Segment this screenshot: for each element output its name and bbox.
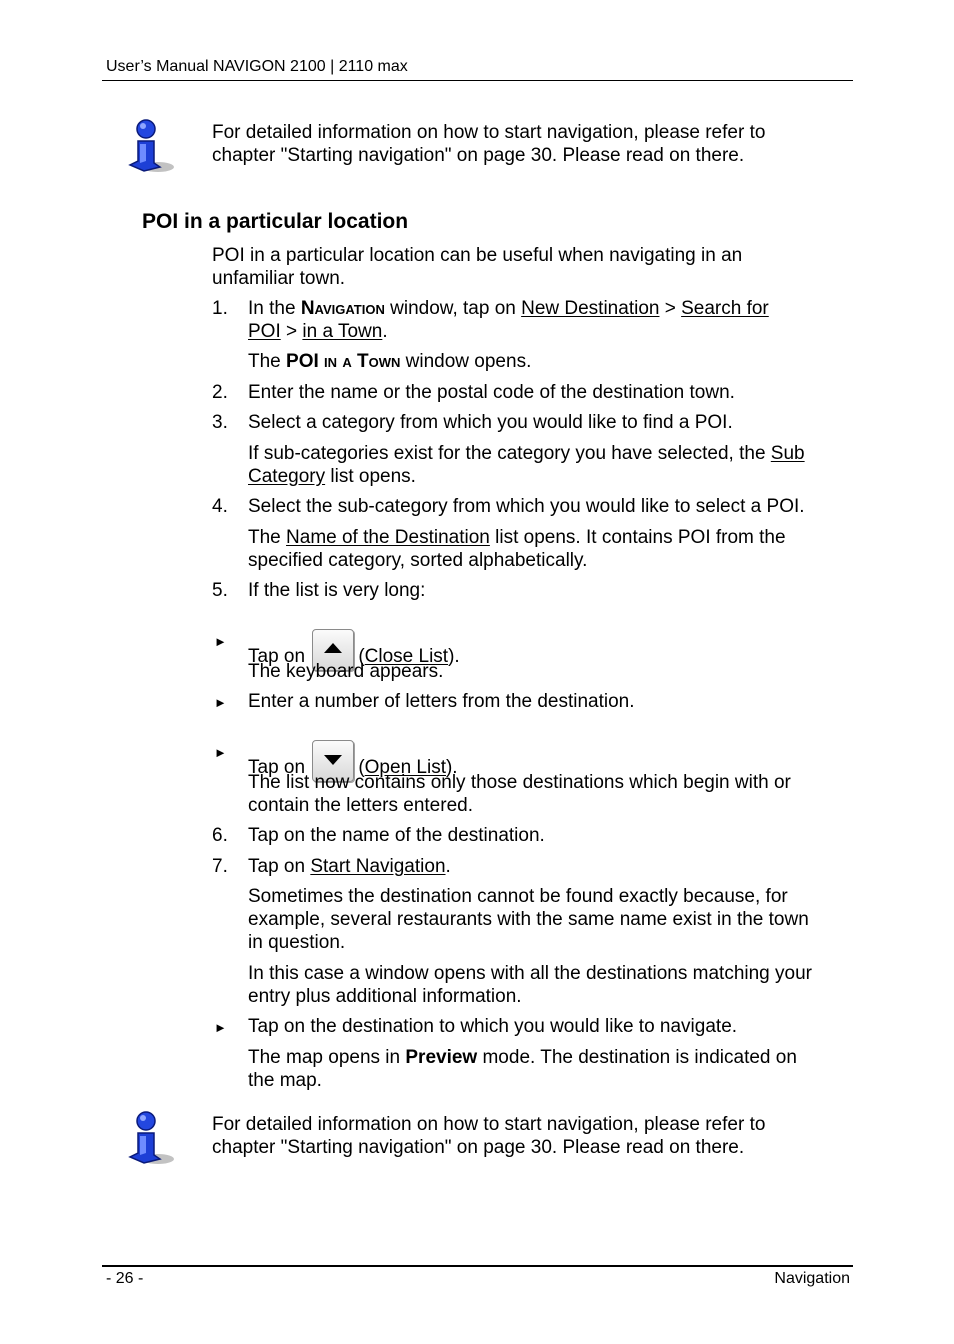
substep-close-list-result: The keyboard appears. [248,661,444,682]
note-text: in question. [248,932,346,953]
step-7 [248,855,848,878]
step-text: > [280,321,303,342]
window-name: in a Town [318,351,401,372]
note-text: entry plus additional information. [248,986,522,1007]
step-number: 7. [212,856,228,877]
step-4: Select the sub-category from which you would like to select a POI. [248,496,805,517]
step-text: Tap on [248,646,306,667]
info-note-bottom [212,1113,842,1159]
step-number: 5. [212,580,228,601]
page-number: - 26 - [106,1270,144,1287]
footer-rule [102,1265,853,1267]
link-in-a-town[interactable]: in a Town [302,321,383,342]
note-text: example, several restaurants with the same name exist in the town [248,909,809,930]
note-text: list opens. [325,466,416,487]
result-text: mode. The destination is indicated on [477,1047,797,1068]
link-new-destination[interactable]: New Destination [521,298,660,319]
substep-open-list-result [248,771,848,817]
result-text: The list now contains only those destinations which begin with or [248,772,791,793]
result-text: contain the letters entered. [248,795,473,816]
step-text: Tap on [248,757,306,778]
page-header: User’s Manual NAVIGON 2100 | 2110 max [106,58,408,75]
link-close-list[interactable]: Close List [364,646,449,667]
step-text: . [382,321,388,342]
step-5: If the list is very long: [248,580,426,601]
paren: ( [358,757,365,778]
paren: ( [358,646,365,667]
triangle-right-icon: ► [214,634,227,649]
paren: ). [445,757,458,778]
info-note-line: chapter "Starting navigation" on page 30. Please read on there. [212,145,745,166]
intro-line: POI in a particular location can be useful when navigating in an [212,245,743,266]
step-number: 1. [212,298,228,319]
substep-enter-letters: Enter a number of letters from the destination. [248,691,635,712]
intro-line: unfamiliar town. [212,268,346,289]
result-text: The map opens in [248,1047,406,1068]
info-note-top [212,121,842,167]
step-1 [248,297,848,343]
step-number: 4. [212,496,228,517]
note-text: If sub-categories exist for the category you have selected, the [248,443,771,464]
link-sub-category[interactable]: Sub [770,443,805,464]
triangle-right-icon: ► [214,695,227,710]
note-text: Sometimes the destination cannot be found exactly because, for [248,886,788,907]
section-title: POI in a particular location [142,210,409,233]
link-search-for-poi-cont[interactable]: POI [248,321,281,342]
step-number: 3. [212,412,228,433]
link-open-list[interactable]: Open List [364,757,446,778]
step-number: 6. [212,825,228,846]
result-text: The [248,351,287,372]
step-text: . [445,856,451,877]
info-person-icon [124,117,178,175]
link-start-navigation[interactable]: Start Navigation [310,856,446,877]
step-number: 2. [212,382,228,403]
substep-tap-destination: Tap on the destination to which you would like to navigate. [248,1016,738,1037]
info-note-line: For detailed information on how to start navigation, please refer to [212,1114,766,1135]
step-2: Enter the name or the postal code of the destination town. [248,382,735,403]
step-7-note-1 [248,885,848,954]
window-name: Navigation [300,298,385,319]
info-note-line: For detailed information on how to start navigation, please refer to [212,122,766,143]
link-search-for-poi[interactable]: Search for [681,298,769,319]
step-1-result [248,350,848,373]
chapter-name: Navigation [774,1270,850,1287]
paren: ). [448,646,460,667]
note-text: The [248,527,287,548]
step-4-note [248,526,848,572]
link-name-of-destination[interactable]: Name of the Destination [286,527,490,548]
step-3: Select a category from which you would like to find a POI. [248,412,733,433]
note-text: list opens. It contains POI from the [489,527,786,548]
step-text: window, tap on [384,298,522,319]
triangle-right-icon: ► [214,1020,227,1035]
triangle-right-icon: ► [214,745,227,760]
header-rule [102,80,853,81]
info-note-line: chapter "Starting navigation" on page 30. Please read on there. [212,1137,745,1158]
result-text: the map. [248,1070,322,1091]
link-sub-category-cont[interactable]: Category [248,466,326,487]
step-text: > [659,298,682,319]
note-text: specified category, sorted alphabetically. [248,550,588,571]
window-name: POI [286,351,319,372]
result-text: window opens. [400,351,532,372]
mode-name: Preview [405,1047,478,1068]
substep-tap-destination-result [248,1046,848,1092]
info-person-icon [124,1109,178,1167]
step-text: Tap on [248,856,311,877]
intro-paragraph [212,244,842,290]
arrow-up-icon [323,642,343,656]
step-text: In the [248,298,301,319]
step-6: Tap on the name of the destination. [248,825,545,846]
step-3-note [248,442,848,488]
step-7-note-2 [248,962,848,1008]
arrow-down-icon [323,753,343,767]
note-text: In this case a window opens with all the destinations matching your [248,963,812,984]
